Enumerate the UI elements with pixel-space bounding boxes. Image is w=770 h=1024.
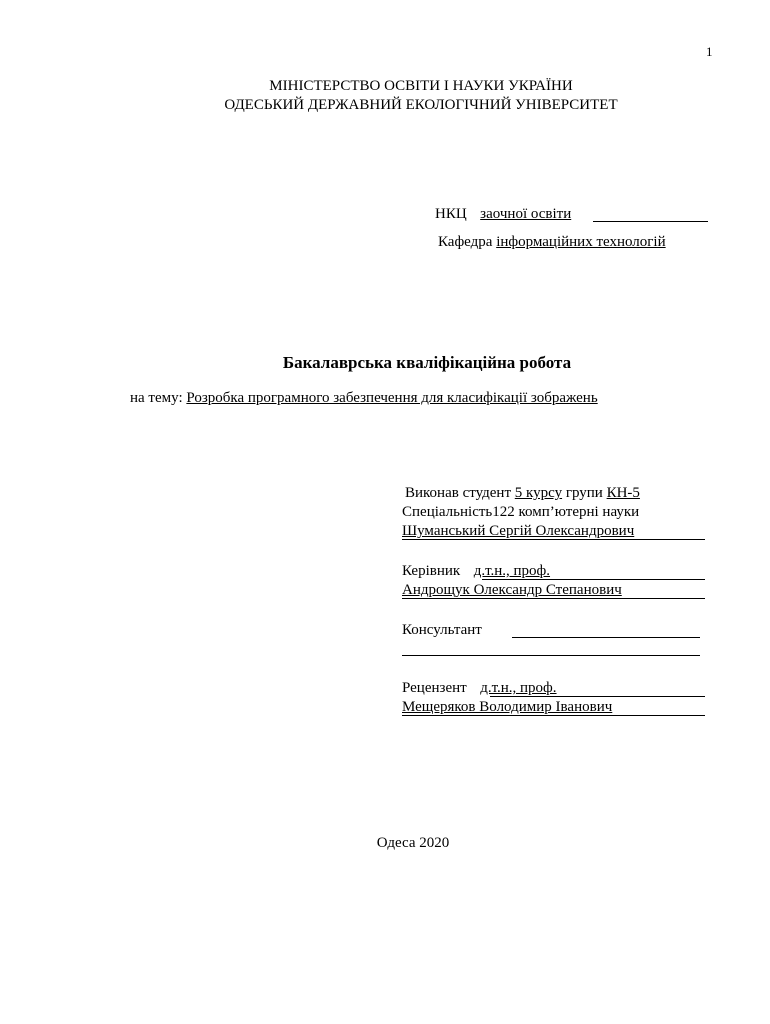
ministry-heading: МІНІСТЕРСТВО ОСВІТИ І НАУКИ УКРАЇНИ (269, 78, 573, 94)
chair-line (438, 234, 666, 251)
reviewer-name-underline (402, 715, 705, 716)
reviewer-line (402, 680, 557, 697)
consultant-blank-2 (402, 655, 700, 656)
nkc-label: НКЦ (435, 206, 467, 222)
chair-label: Кафедра (438, 234, 493, 250)
performer-name-underline (402, 539, 705, 540)
chair-value: інформаційних технологій (496, 234, 666, 250)
supervisor-degree-underline (482, 579, 705, 580)
work-title: Бакалаврська кваліфікаційна робота (282, 353, 572, 372)
topic-label: на тему: (130, 390, 183, 406)
supervisor-name-line (402, 582, 622, 599)
performer-specialty: Спеціальність122 комп’ютерні науки (402, 504, 640, 520)
supervisor-name: Андрощук Олександр Степанович (402, 582, 622, 598)
supervisor-line (402, 563, 550, 580)
performer-line (405, 485, 640, 502)
performer-group: КН-5 (606, 485, 640, 501)
city-year: Одеса 2020 (376, 835, 450, 851)
reviewer-name-line (402, 699, 612, 716)
reviewer-degree: д.т.н., проф. (480, 680, 557, 696)
performer-group-label: групи (565, 485, 603, 501)
supervisor-label: Керівник (402, 563, 461, 579)
nkc-value: заочної освіти (480, 206, 572, 222)
performer-course: 5 курсу (514, 485, 563, 501)
supervisor-name-underline (402, 598, 705, 599)
reviewer-name: Мещеряков Володимир Іванович (402, 699, 613, 715)
performer-prefix: Виконав студент (405, 485, 512, 501)
page-number: 1 (706, 44, 713, 59)
performer-name-line (402, 523, 634, 540)
university-heading: ОДЕСЬКИЙ ДЕРЖАВНИЙ ЕКОЛОГІЧНИЙ УНІВЕРСИТЕТ (224, 97, 618, 113)
performer-name: Шуманський Сергій Олександрович (402, 523, 635, 539)
consultant-line (402, 622, 482, 639)
topic-value: Розробка програмного забезпечення для класифікації зображень (186, 390, 598, 406)
nkc-line (435, 206, 571, 223)
reviewer-degree-underline (490, 696, 705, 697)
consultant-label: Консультант (402, 622, 482, 638)
supervisor-degree: д.т.н., проф. (473, 563, 551, 579)
nkc-underline (593, 221, 708, 222)
consultant-blank (512, 637, 700, 638)
reviewer-label: Рецензент (402, 680, 467, 696)
topic-line (130, 390, 598, 407)
